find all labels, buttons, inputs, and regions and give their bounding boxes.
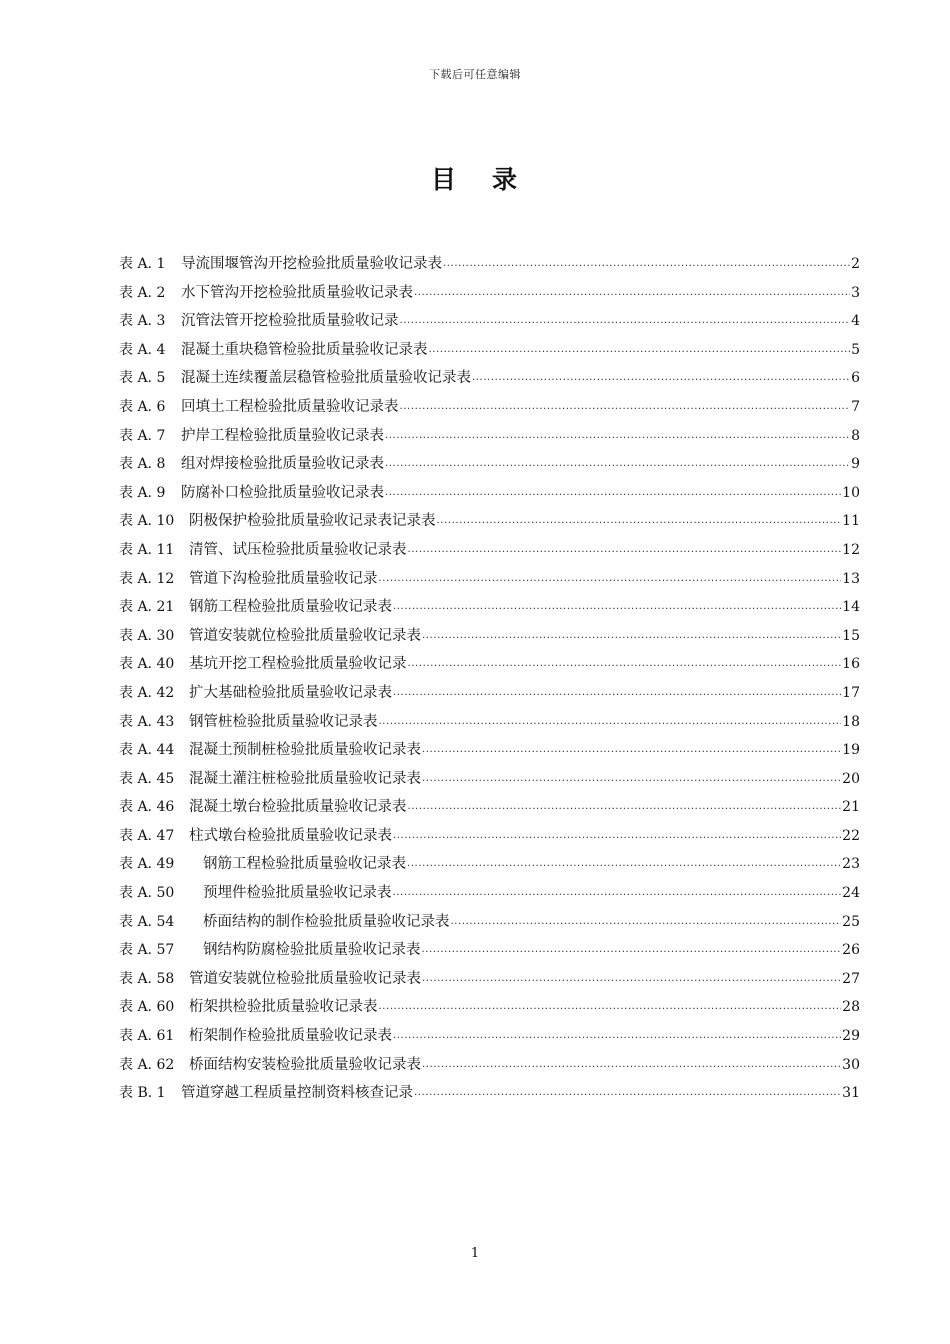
toc-entry[interactable] bbox=[119, 795, 860, 824]
toc-entry-title: 桁架制作检验批质量验收记录表 bbox=[189, 1028, 392, 1045]
toc-entry-title: 阴极保护检验批质量验收记录表记录表 bbox=[189, 513, 436, 530]
toc-leader-dots bbox=[451, 912, 842, 928]
toc-entry-page: 28 bbox=[842, 999, 860, 1016]
toc-entry-number: 表 A. 9 bbox=[119, 484, 166, 501]
toc-leader-dots bbox=[437, 511, 842, 527]
toc-entry-title: 管道安装就位检验批质量验收记录表 bbox=[189, 627, 421, 644]
toc-entry-title: 导流围堰管沟开挖检验批质量验收记录表 bbox=[181, 256, 442, 272]
toc-entry-number: 表 A. 54 bbox=[119, 913, 175, 930]
toc-entry-number: 表 A. 11 bbox=[119, 541, 175, 558]
toc-entry-title: 扩大基础检验批质量验收记录表 bbox=[189, 684, 392, 701]
toc-entry-title: 护岸工程检验批质量验收记录表 bbox=[181, 427, 384, 444]
toc-entry-page: 29 bbox=[842, 1028, 860, 1045]
toc-entry-title: 组对焊接检验批质量验收记录表 bbox=[181, 456, 384, 473]
toc-entry-number: 表 A. 62 bbox=[119, 1056, 175, 1073]
toc-entry-page: 11 bbox=[842, 513, 860, 530]
toc-leader-dots bbox=[408, 540, 842, 556]
toc-entry-page: 18 bbox=[842, 713, 860, 730]
toc-entry-number: 表 A. 43 bbox=[119, 713, 175, 730]
toc-entry-title: 混凝土预制桩检验批质量验收记录表 bbox=[189, 742, 421, 759]
toc-leader-dots bbox=[393, 597, 841, 613]
toc-entry-number: 表 A. 45 bbox=[119, 770, 175, 787]
toc-entry-page: 7 bbox=[851, 398, 860, 415]
toc-entry-number: 表 A. 3 bbox=[119, 313, 166, 330]
toc-entry-page: 25 bbox=[842, 913, 860, 930]
toc-entry-title: 桁架拱检验批质量验收记录表 bbox=[189, 999, 378, 1016]
toc-entry-title: 钢筋工程检验批质量验收记录表 bbox=[189, 599, 392, 616]
toc-entry[interactable] bbox=[119, 938, 860, 967]
page-number: 1 bbox=[470, 1246, 480, 1261]
toc-entry-number: 表 A. 7 bbox=[119, 427, 166, 444]
toc-leader-dots bbox=[385, 426, 850, 442]
toc-entry[interactable] bbox=[119, 281, 860, 310]
toc-entry-page: 2 bbox=[851, 256, 860, 272]
title-char-1: 目 bbox=[430, 165, 458, 194]
toc-entry-page: 10 bbox=[842, 484, 860, 501]
toc-leader-dots bbox=[408, 654, 842, 670]
toc-entry-number: 表 A. 30 bbox=[119, 627, 175, 644]
toc-leader-dots bbox=[407, 854, 841, 870]
toc-entry-title: 回填土工程检验批质量验收记录表 bbox=[181, 398, 399, 415]
toc-entry-number: 表 A. 1 bbox=[119, 256, 166, 272]
toc-leader-dots bbox=[379, 997, 842, 1013]
toc-entry-page: 15 bbox=[842, 627, 860, 644]
toc-entry-number: 表 A. 10 bbox=[119, 513, 175, 530]
toc-entry-number: 表 A. 57 bbox=[119, 942, 175, 959]
toc-entry-number: 表 A. 8 bbox=[119, 456, 166, 473]
toc-entry-page: 12 bbox=[842, 541, 860, 558]
toc-leader-dots bbox=[379, 569, 842, 585]
toc-entry-title: 混凝土重块稳管检验批质量验收记录表 bbox=[181, 341, 428, 358]
toc-entry[interactable] bbox=[119, 1024, 860, 1053]
toc-entry-number: 表 A. 42 bbox=[119, 684, 175, 701]
toc-leader-dots bbox=[422, 769, 841, 785]
toc-entry[interactable] bbox=[119, 1053, 860, 1082]
toc-entry-title: 管道下沟检验批质量验收记录 bbox=[189, 570, 378, 587]
toc-entry-page: 20 bbox=[842, 770, 860, 787]
toc-entry[interactable] bbox=[119, 309, 860, 338]
toc-entry[interactable] bbox=[119, 1081, 860, 1110]
toc-leader-dots bbox=[393, 683, 841, 699]
toc-entry[interactable] bbox=[119, 624, 860, 653]
toc-entry-page: 19 bbox=[842, 742, 860, 759]
toc-entry-page: 4 bbox=[851, 313, 860, 330]
toc-leader-dots bbox=[422, 940, 842, 956]
toc-entry-title: 钢筋工程检验批质量验收记录表 bbox=[203, 856, 406, 873]
toc-entry[interactable] bbox=[119, 252, 860, 281]
toc-entry-page: 26 bbox=[842, 942, 860, 959]
toc-entry-page: 3 bbox=[851, 284, 860, 301]
toc-entry[interactable] bbox=[119, 910, 860, 939]
toc-entry[interactable] bbox=[119, 767, 860, 796]
toc-entry-title: 清管、试压检验批质量验收记录表 bbox=[189, 541, 407, 558]
toc-entry-title: 基坑开挖工程检验批质量验收记录 bbox=[189, 656, 407, 673]
toc-entry[interactable] bbox=[119, 738, 860, 767]
title-char-2: 录 bbox=[492, 165, 520, 194]
toc-entry-number: 表 A. 50 bbox=[119, 885, 175, 902]
toc-entry-title: 混凝土连续覆盖层稳管检验批质量验收记录表 bbox=[181, 370, 471, 387]
toc-entry-page: 22 bbox=[842, 827, 860, 844]
toc-entry-page: 27 bbox=[842, 970, 860, 987]
toc-entry-page: 14 bbox=[842, 599, 860, 616]
toc-leader-dots bbox=[443, 254, 850, 270]
toc-entry-number: 表 A. 2 bbox=[119, 284, 166, 301]
toc-entry[interactable] bbox=[119, 452, 860, 481]
toc-leader-dots bbox=[422, 969, 841, 985]
toc-entry-number: 表 A. 4 bbox=[119, 341, 166, 358]
toc-entry[interactable] bbox=[119, 595, 860, 624]
toc-entry-number: 表 A. 21 bbox=[119, 599, 175, 616]
toc-entry-title: 管道穿越工程质量控制资料核查记录 bbox=[181, 1085, 413, 1102]
toc-entry-page: 13 bbox=[842, 570, 860, 587]
toc-entry-number: 表 A. 44 bbox=[119, 742, 175, 759]
page-title bbox=[0, 160, 950, 196]
toc-leader-dots bbox=[393, 883, 842, 899]
toc-entry-number: 表 A. 60 bbox=[119, 999, 175, 1016]
toc-entry-page: 30 bbox=[842, 1056, 860, 1073]
toc-entry-number: 表 A. 5 bbox=[119, 370, 166, 387]
toc-entry[interactable] bbox=[119, 824, 860, 853]
toc-entry[interactable] bbox=[119, 538, 860, 567]
toc-leader-dots bbox=[385, 483, 841, 499]
toc-entry[interactable] bbox=[119, 481, 860, 510]
toc-entry-title: 混凝土墩台检验批质量验收记录表 bbox=[189, 799, 407, 816]
toc-entry[interactable] bbox=[119, 652, 860, 681]
toc-entry[interactable] bbox=[119, 509, 860, 538]
toc-entry-page: 6 bbox=[851, 370, 860, 387]
toc-entry-number: 表 A. 58 bbox=[119, 970, 175, 987]
toc-entry-number: 表 A. 46 bbox=[119, 799, 175, 816]
toc-entry-number: 表 A. 61 bbox=[119, 1028, 175, 1045]
toc-entry-page: 5 bbox=[851, 341, 860, 358]
toc-leader-dots bbox=[422, 1055, 841, 1071]
toc-entry[interactable] bbox=[119, 424, 860, 453]
toc-entry-title: 柱式墩台检验批质量验收记录表 bbox=[189, 827, 392, 844]
toc-leader-dots bbox=[393, 826, 841, 842]
toc-leader-dots bbox=[400, 397, 851, 413]
toc-entry[interactable] bbox=[119, 881, 860, 910]
toc-entry-title: 管道安装就位检验批质量验收记录表 bbox=[189, 970, 421, 987]
toc-leader-dots bbox=[429, 340, 851, 356]
toc-leader-dots bbox=[408, 797, 842, 813]
toc-leader-dots bbox=[422, 740, 841, 756]
toc-leader-dots bbox=[422, 626, 841, 642]
toc-entry-title: 混凝土灌注桩检验批质量验收记录表 bbox=[189, 770, 421, 787]
toc-entry-page: 17 bbox=[842, 684, 860, 701]
toc-entry-number: 表 A. 40 bbox=[119, 656, 175, 673]
toc-entry[interactable] bbox=[119, 995, 860, 1024]
toc-entry-title: 钢管桩检验批质量验收记录表 bbox=[189, 713, 378, 730]
toc-entry-title: 桥面结构安装检验批质量验收记录表 bbox=[189, 1056, 421, 1073]
toc-entry[interactable] bbox=[119, 395, 860, 424]
toc-entry-page: 24 bbox=[842, 885, 860, 902]
toc-entry-number: 表 A. 49 bbox=[119, 856, 175, 873]
toc-entry[interactable] bbox=[119, 681, 860, 710]
toc-entry-page: 31 bbox=[842, 1085, 860, 1102]
toc-entry-title: 水下管沟开挖检验批质量验收记录表 bbox=[181, 284, 413, 301]
toc-entry-page: 21 bbox=[842, 799, 860, 816]
toc-entry-title: 桥面结构的制作检验批质量验收记录表 bbox=[203, 913, 450, 930]
toc-entry[interactable] bbox=[119, 366, 860, 395]
toc-entry-title: 防腐补口检验批质量验收记录表 bbox=[181, 484, 384, 501]
table-of-contents bbox=[119, 252, 860, 1110]
toc-leader-dots bbox=[379, 712, 842, 728]
toc-leader-dots bbox=[472, 368, 850, 384]
toc-leader-dots bbox=[400, 311, 851, 327]
toc-leader-dots bbox=[414, 283, 850, 299]
toc-entry-title: 沉管法管开挖检验批质量验收记录 bbox=[181, 313, 399, 330]
toc-entry[interactable] bbox=[119, 852, 860, 881]
toc-leader-dots bbox=[385, 454, 850, 470]
toc-entry[interactable] bbox=[119, 338, 860, 367]
toc-entry-page: 9 bbox=[851, 456, 860, 473]
toc-entry-page: 16 bbox=[842, 656, 860, 673]
toc-entry[interactable] bbox=[119, 567, 860, 596]
toc-entry-title: 预埋件检验批质量验收记录表 bbox=[203, 885, 392, 902]
toc-leader-dots bbox=[393, 1026, 841, 1042]
toc-entry-number: 表 A. 6 bbox=[119, 398, 166, 415]
toc-entry[interactable] bbox=[119, 710, 860, 739]
toc-entry[interactable] bbox=[119, 967, 860, 996]
toc-entry-title: 钢结构防腐检验批质量验收记录表 bbox=[203, 942, 421, 959]
toc-entry-page: 8 bbox=[851, 427, 860, 444]
header-note: 下载后可任意编辑 bbox=[429, 68, 521, 81]
toc-entry-number: 表 A. 12 bbox=[119, 570, 175, 587]
toc-entry-number: 表 A. 47 bbox=[119, 827, 175, 844]
toc-leader-dots bbox=[414, 1083, 841, 1099]
toc-entry-number: 表 B. 1 bbox=[119, 1085, 166, 1102]
toc-entry-page: 23 bbox=[842, 856, 860, 873]
